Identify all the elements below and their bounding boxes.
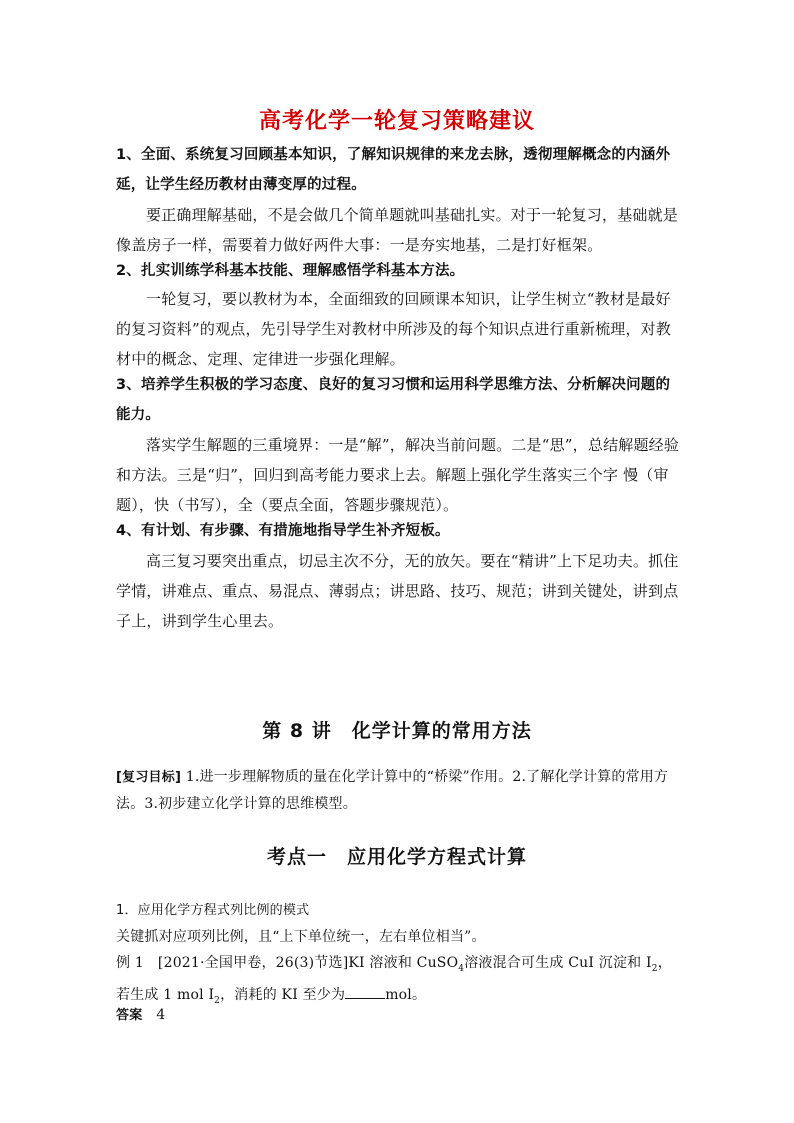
- section4-heading: 4、有计划、有步骤、有措施地指导学生补齐短板。: [116, 523, 450, 539]
- answer-line: [116, 1002, 682, 1029]
- example-text-a: KI 溶液和 CuSO: [348, 955, 459, 971]
- review-goals-label: [复习目标]: [116, 770, 182, 785]
- example-text-c: ，若生成 1 mol I: [116, 955, 672, 1003]
- kaodian1-subheading: 1．应用化学方程式列比例的模式: [116, 903, 310, 918]
- example-sub-c: 2: [214, 995, 221, 1006]
- answer-value: 4: [156, 1007, 166, 1023]
- section4-body: 高三复习要突出重点，切忌主次不分，无的放矢。要在“精讲”上下足功夫。抓住学情，讲难点、重点、易混点、薄弱点；讲思路、技巧、规范；讲到关键处，讲到点子上，讲到学生心里去。: [116, 552, 679, 630]
- section3-body: 落实学生解题的三重境界：一是“解”，解决当前问题。二是“思”，总结解题经验和方法。三是“归”，回归到高考能力要求上去。解题上强化学生落实三个字 慢（审题），快（书写），全（要点全面，答题步骤规范）。: [116, 436, 680, 514]
- example-label: 例 1: [116, 955, 144, 971]
- section3-heading: 3、培养学生积极的学习态度、良好的复习习惯和运用科学思维方法、分析解决问题的能力。: [116, 377, 671, 423]
- section2-heading: 2、扎实训练学科基本技能、理解感悟学科基本方法。: [116, 263, 465, 279]
- kaodian1-key-text: 关键抓对应项列比例，且“上下单位统一，左右单位相当”。: [116, 929, 486, 945]
- example-text-d: ，消耗的 KI 至少为: [220, 986, 346, 1003]
- review-goals-text: 1.进一步理解物质的量在化学计算中的“桥梁”作用。2.了解化学计算的常用方法。3.初步建立化学计算的思维模型。: [116, 769, 669, 812]
- example-sub-b: 2: [651, 963, 658, 974]
- example-source: [2021·全国甲卷，26(3)节选]: [157, 955, 349, 971]
- review-goals: [116, 764, 682, 817]
- section2-body: 一轮复习，要以教材为本，全面细致的回顾课本知识，让学生树立“教材是最好的复习资料”的观点，先引导学生对教材中所涉及的每个知识点进行重新梳理，对教材中的概念、定理、定律进一步强化理解。: [116, 290, 672, 368]
- kaodian1-title: 考点一 应用化学方程式计算: [266, 846, 527, 868]
- section1-body: 要正确理解基础，不是会做几个简单题就叫基础扎实。对于一轮复习，基础就是像盖房子一样，需要着力做好两件大事：一是夯实地基，二是打好框架。: [116, 206, 679, 254]
- example-unit: mol。: [385, 986, 427, 1003]
- answer-blank: [345, 982, 385, 999]
- document-title: 高考化学一轮复习策略建议: [258, 109, 535, 134]
- example-text-b: 溶液混合可生成 CuI 沉淀和 I: [464, 955, 652, 971]
- section1-heading: 1、全面、系统复习回顾基本知识，了解知识规律的来龙去脉，透彻理解概念的内涵外延，让学生经历教材由薄变厚的过程。: [116, 147, 671, 193]
- example-sub-a: 4: [458, 963, 465, 974]
- answer-label: 答案: [116, 1008, 143, 1023]
- lecture-title: 第 8 讲 化学计算的常用方法: [262, 720, 532, 742]
